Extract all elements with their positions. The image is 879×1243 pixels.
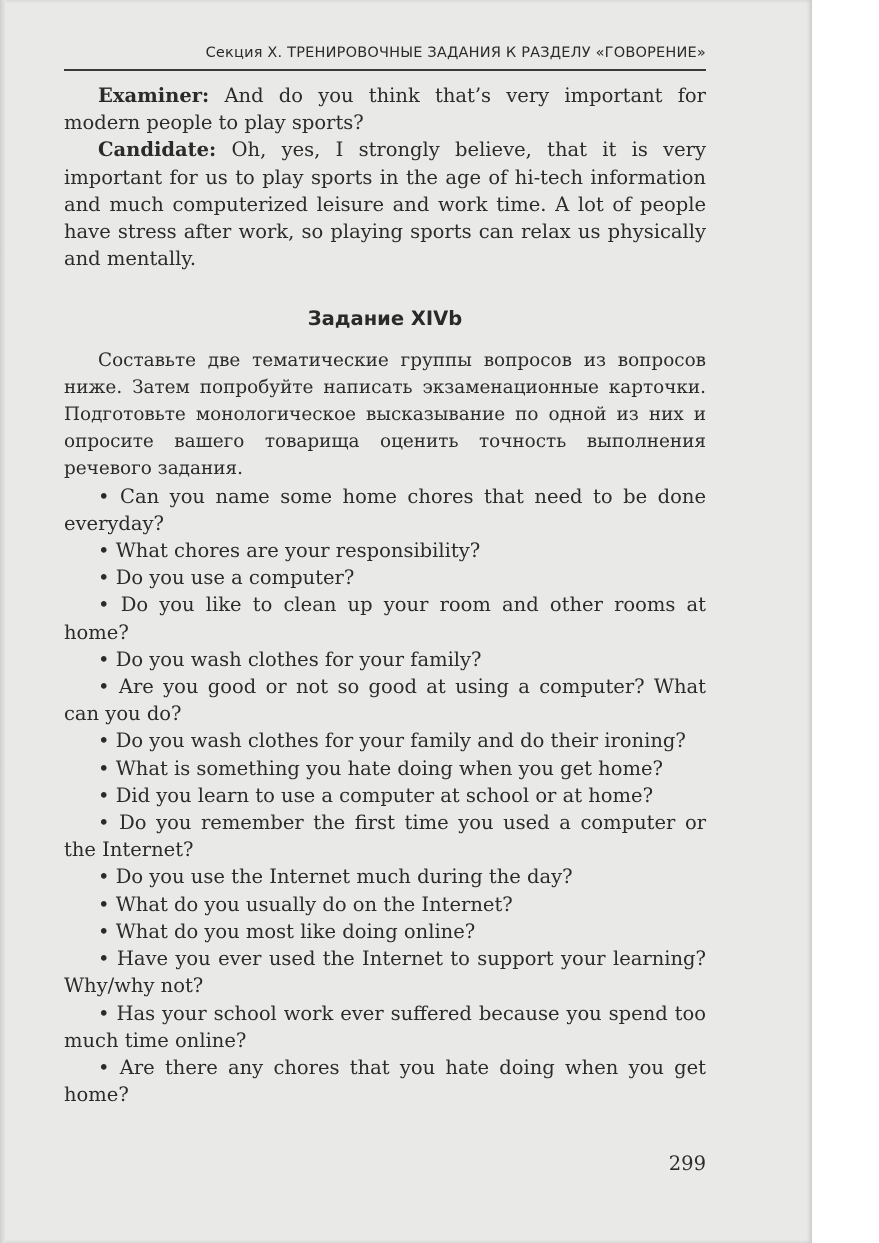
question-item xyxy=(64,537,706,564)
question-text: Do you like to clean up your room and other rooms at home? xyxy=(64,593,707,644)
question-item xyxy=(64,782,706,809)
question-text: Do you wash clothes for your family and do their ironing? xyxy=(115,729,686,753)
question-item xyxy=(64,591,706,645)
question-item xyxy=(64,1054,706,1108)
question-item xyxy=(64,483,706,537)
question-item xyxy=(64,673,706,727)
question-item xyxy=(64,564,706,591)
question-item xyxy=(64,891,706,918)
question-text: Has your school work ever suffered because you spend too much time online? xyxy=(64,1001,706,1052)
dialog-text: And do you think that’s very important for modern people to play sports? xyxy=(64,84,706,135)
bullet-icon: • xyxy=(98,919,110,943)
bullet-icon: • xyxy=(98,647,110,671)
bullet-icon: • xyxy=(98,566,110,590)
question-text: Do you wash clothes for your family? xyxy=(115,647,482,671)
page-number: 299 xyxy=(668,1152,706,1175)
question-text: What do you usually do on the Internet? xyxy=(115,892,513,916)
bullet-icon: • xyxy=(98,865,110,889)
page-edge-shadow xyxy=(0,0,6,1243)
bullet-icon: • xyxy=(98,675,110,699)
bullet-icon: • xyxy=(98,1055,110,1079)
question-item xyxy=(64,646,706,673)
task-heading: Задание XIVb xyxy=(307,307,463,331)
bullet-icon: • xyxy=(98,892,110,916)
question-text: Do you use a computer? xyxy=(115,566,355,590)
question-list xyxy=(64,483,706,1109)
question-text: Do you remember the first time you used a computer or the Internet? xyxy=(64,811,707,862)
question-item xyxy=(64,727,706,754)
dialog-line-candidate xyxy=(64,136,706,272)
speaker-label: Examiner: xyxy=(98,84,210,107)
speaker-label: Candidate: xyxy=(98,138,217,162)
question-text: Did you learn to use a computer at school or at home? xyxy=(115,783,654,807)
question-text: Do you use the Internet much during the day? xyxy=(115,865,573,889)
question-text: Can you name some home chores that need to be done everyday? xyxy=(64,484,707,535)
question-text: What chores are your responsibility? xyxy=(115,539,481,563)
page-content xyxy=(64,82,706,1108)
question-text: Are there any chores that you hate doing when you get home? xyxy=(64,1055,706,1107)
bullet-icon: • xyxy=(98,756,110,780)
bullet-icon: • xyxy=(98,1001,110,1025)
bullet-icon: • xyxy=(98,783,110,807)
question-item xyxy=(64,863,706,890)
bullet-icon: • xyxy=(98,947,110,971)
bullet-icon: • xyxy=(98,811,110,835)
header-rule xyxy=(64,69,706,71)
question-item xyxy=(64,809,706,863)
bullet-icon: • xyxy=(98,539,110,563)
question-item xyxy=(64,1000,706,1054)
question-text: What is something you hate doing when you get home? xyxy=(115,756,663,780)
bullet-icon: • xyxy=(98,593,110,617)
question-text: Have you ever used the Internet to support your learning? Why/why not? xyxy=(64,947,706,998)
question-item xyxy=(64,945,706,999)
task-instruction: Составьте две тематические группы вопросов из вопросов ниже. Затем попробуйте написать экзаменационные карточки. Подготовьте монологическое высказывание по одной из них и опросите вашего товарища оценить точность выполнения речевого задания. xyxy=(64,349,706,480)
question-item xyxy=(64,755,706,782)
question-item xyxy=(64,918,706,945)
running-head: Секция X. ТРЕНИРОВОЧНЫЕ ЗАДАНИЯ К РАЗДЕЛУ «ГОВОРЕНИЕ» xyxy=(205,45,706,61)
question-text: What do you most like doing online? xyxy=(115,919,476,943)
question-text: Are you good or not so good at using a computer? What can you do? xyxy=(64,675,706,726)
bullet-icon: • xyxy=(98,729,110,753)
bullet-icon: • xyxy=(98,484,110,508)
dialog-text: Oh, yes, I strongly believe, that it is very important for us to play sports in the age of hi-tech information and much computerized leisure and work time. A lot of people have stress after work, so playing sports can relax us physically and mentally. xyxy=(64,138,706,271)
dialog-line-examiner xyxy=(64,82,706,136)
